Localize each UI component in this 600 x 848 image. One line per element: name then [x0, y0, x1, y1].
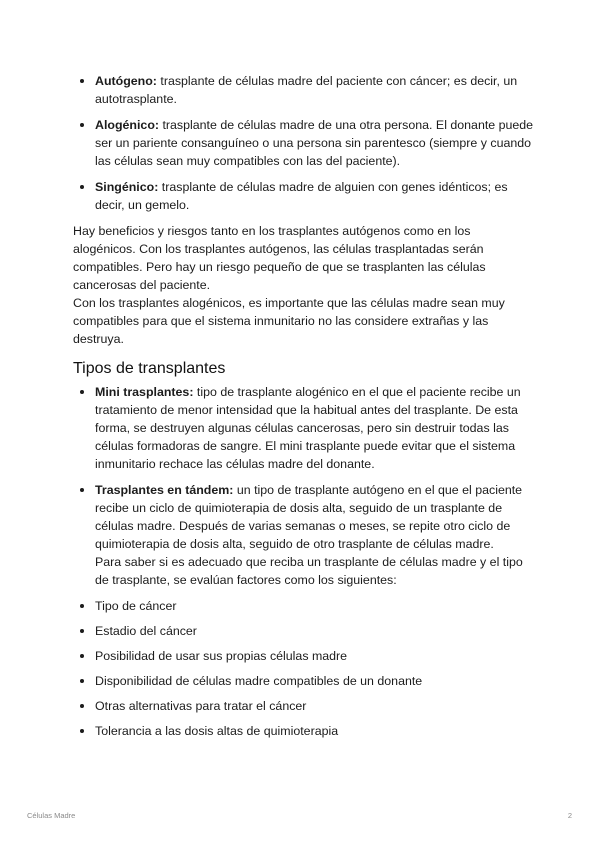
benefits-paragraph: Hay beneficios y riesgos tanto en los trasplantes autógenos como en los alogénicos. Con los trasplantes autógenos, las células trasplantadas serán compatibles. Pero hay un riesgo pequeño de que se trasplanten las células cancerosas del paciente. [73, 224, 486, 292]
risks-paragraphs [73, 222, 535, 348]
list-item-term: Trasplantes en tándem: [95, 483, 234, 497]
list-item-term: Singénico: [95, 180, 159, 194]
list-item [73, 72, 535, 108]
list-item-extra-text: Para saber si es adecuado que reciba un trasplante de células madre y el tipo de trasplante, se evalúan factores como los siguientes: [95, 555, 523, 587]
list-item-text: tipo de trasplante alogénico en el que el paciente recibe un tratamiento de menor intensidad que la habitual antes del trasplante. De esta forma, se destruyen algunas células cancerosas, pero sin destruir todas las células formadoras de sangre. El mini trasplante puede evitar que el sistema inmunitario rechace las células madre del donante. [95, 385, 521, 471]
list-item [73, 481, 535, 589]
list-item-term: Mini trasplantes: [95, 385, 194, 399]
list-item-term: Autógeno: [95, 74, 157, 88]
section-heading: Tipos de transplantes [73, 360, 226, 377]
page-content [73, 72, 535, 747]
factor-item: Disponibilidad de células madre compatibles de un donante [73, 672, 535, 690]
transplant-source-list [73, 72, 535, 214]
factor-item: Estadio del cáncer [73, 622, 535, 640]
factor-item: Otras alternativas para tratar el cáncer [73, 697, 535, 715]
list-item-text: trasplante de células madre del paciente con cáncer; es decir, un autotrasplante. [95, 74, 518, 106]
list-item-term: Alogénico: [95, 118, 160, 132]
list-item [73, 383, 535, 473]
factors-list [73, 597, 535, 740]
factor-item: Tolerancia a las dosis altas de quimioterapia [73, 722, 535, 740]
transplant-types-list [73, 383, 535, 589]
footer-title: Células Madre [27, 811, 76, 820]
factor-item: Tipo de cáncer [73, 597, 535, 615]
list-item [73, 178, 535, 214]
page-number: 2 [567, 811, 572, 820]
list-item-text: trasplante de células madre de una otra persona. El donante puede ser un pariente consanguíneo o una persona sin parentesco (siempre y cuando las células sean muy compatibles con las del paciente). [95, 118, 534, 168]
allogeneic-paragraph: Con los trasplantes alogénicos, es importante que las células madre sean muy compatibles para que el sistema inmunitario no las considere extrañas y las destruya. [73, 296, 505, 346]
list-item-text: trasplante de células madre de alguien con genes idénticos; es decir, un gemelo. [95, 180, 508, 212]
list-item [73, 116, 535, 170]
list-item-text: un tipo de trasplante autógeno en el que el paciente recibe un ciclo de quimioterapia de dosis alta, seguido de un trasplante de células madre. Después de varias semanas o meses, se repite otro ciclo de quimioterapia de dosis alta, seguido de otro trasplante de células madre. [95, 483, 523, 551]
factor-item: Posibilidad de usar sus propias células madre [73, 647, 535, 665]
